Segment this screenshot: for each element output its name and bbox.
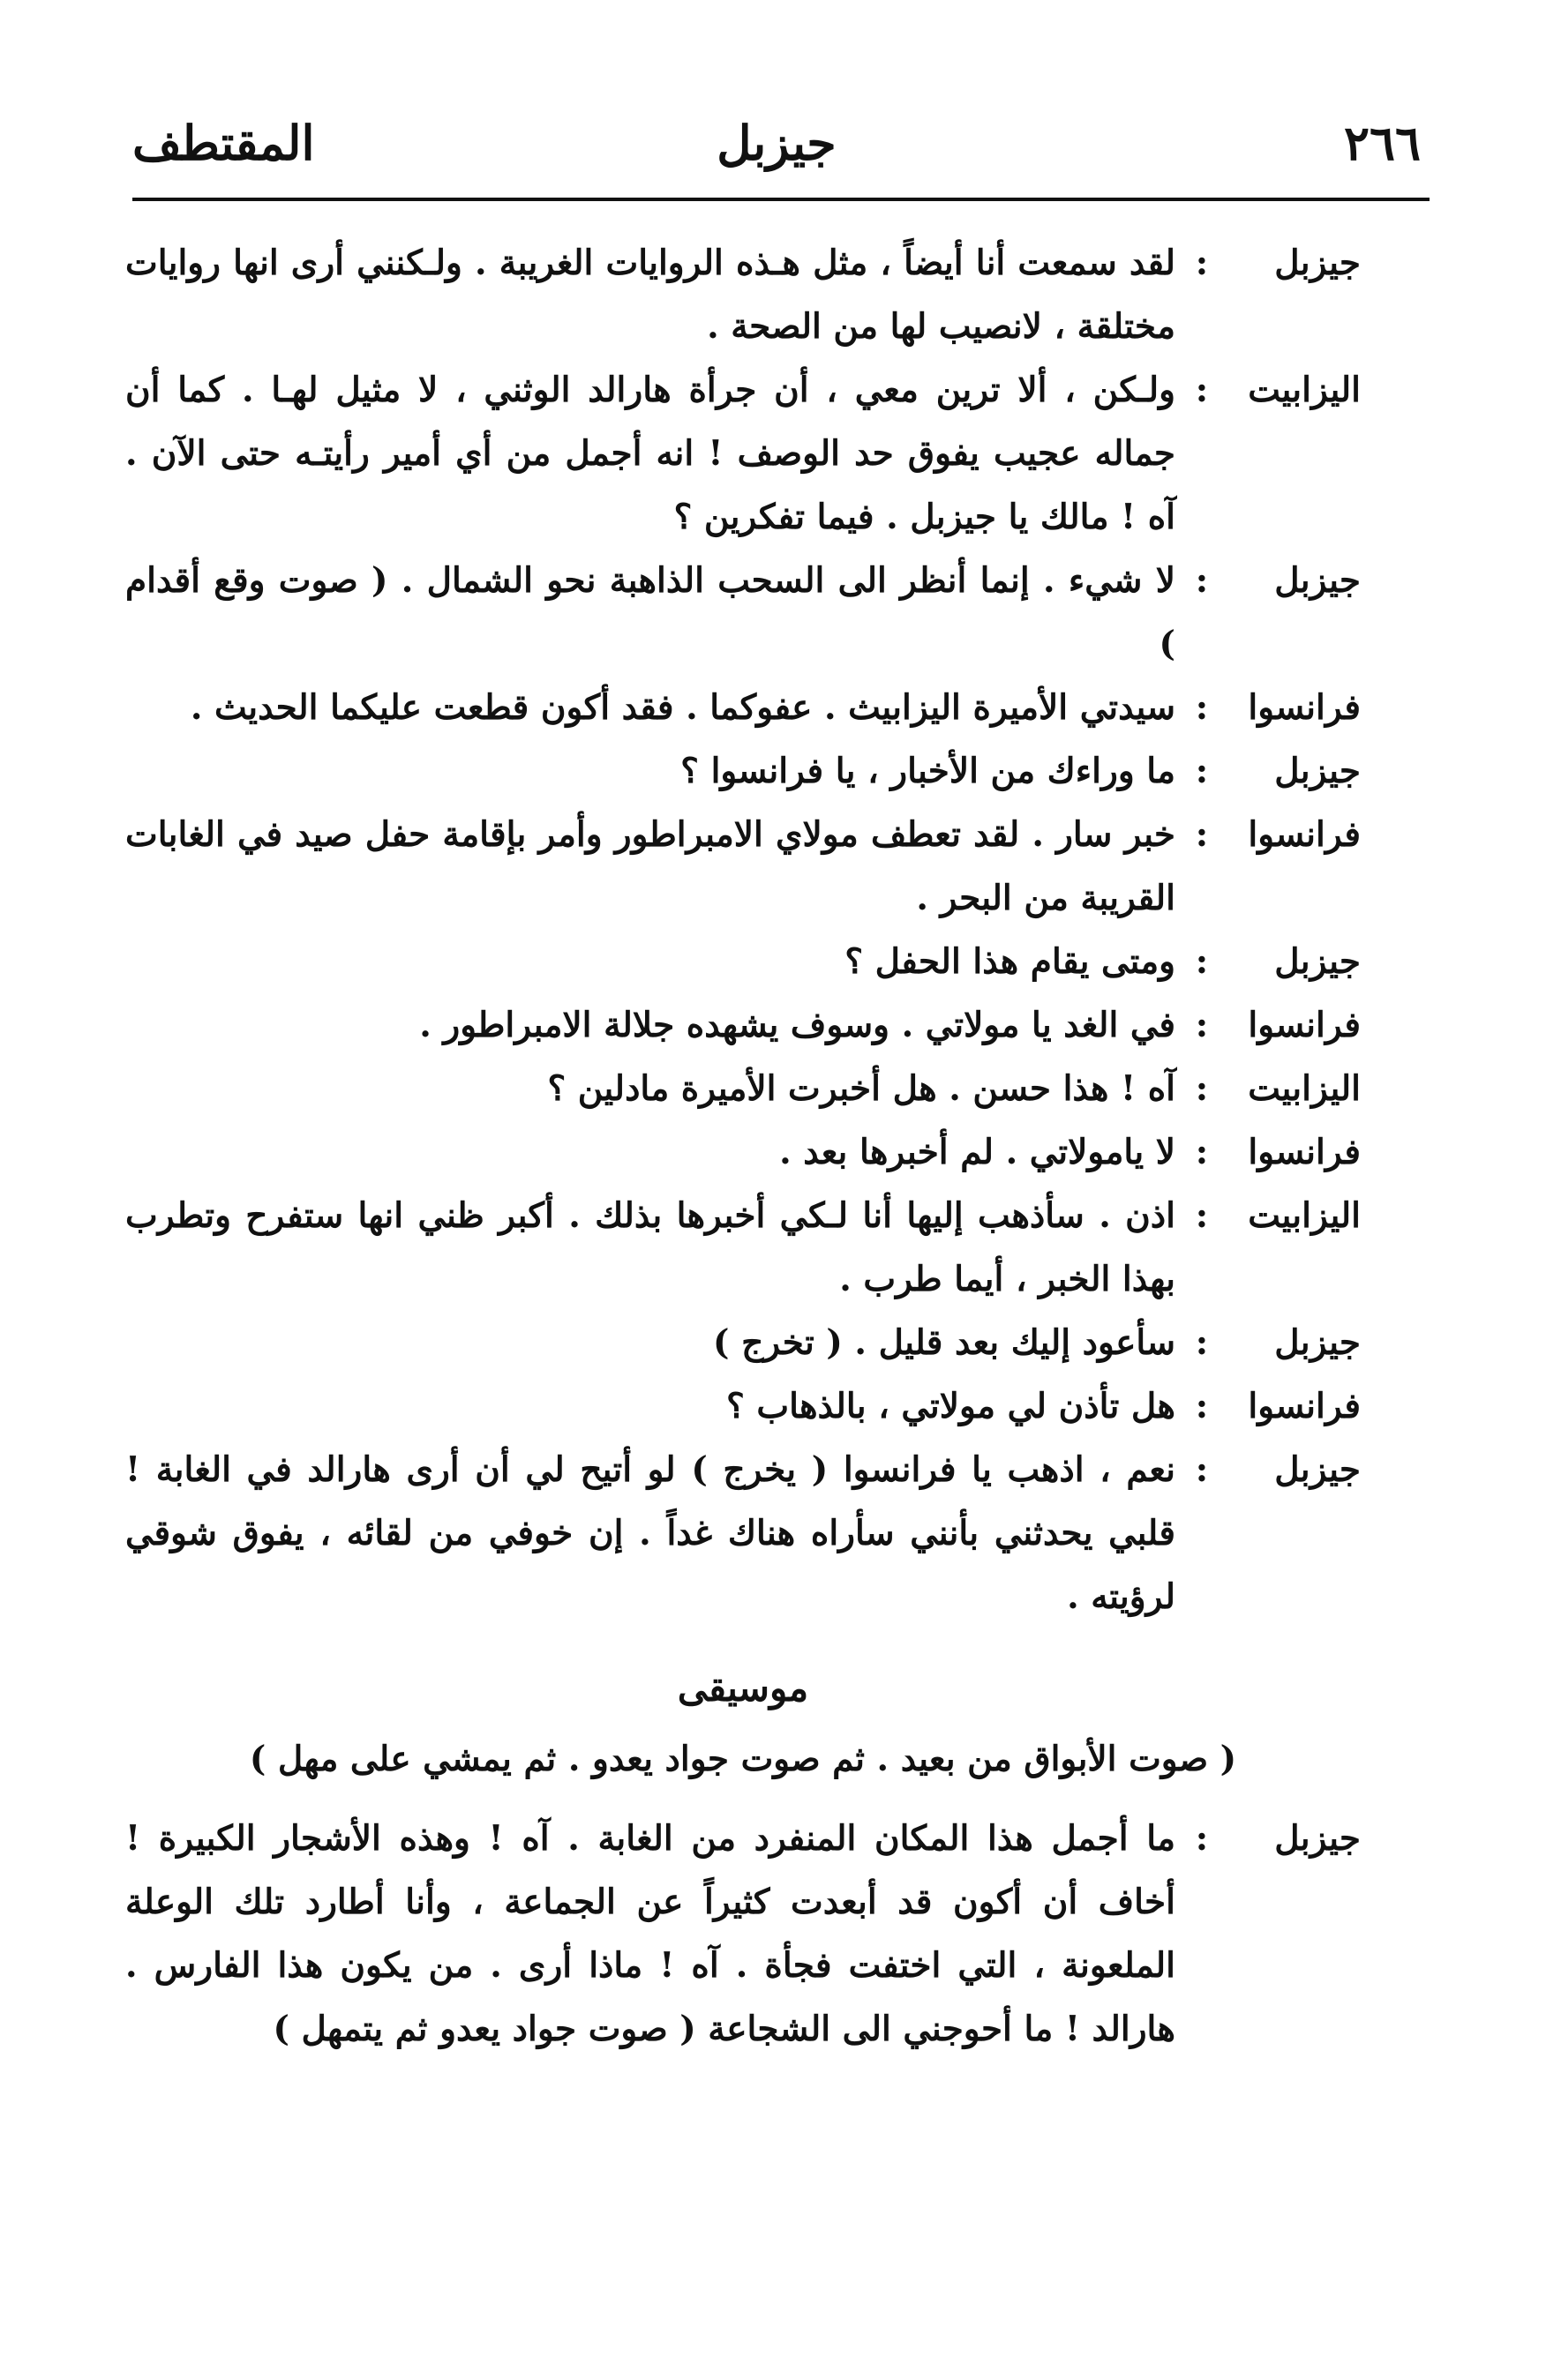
dialogue-part-2	[125, 1807, 1361, 2061]
speech-text: في الغد يا مولاتي . وسوف يشهده جلالة الامبراطور .	[419, 1005, 1175, 1045]
dialogue-entry	[125, 1120, 1361, 1184]
speaker-name: جيزبل	[1274, 1449, 1361, 1490]
dialogue-entry	[125, 1374, 1361, 1438]
speaker-name: فرانسوا	[1248, 1132, 1361, 1172]
speaker-name: اليزابيت	[1248, 1068, 1361, 1109]
speech-text: سأعود إليك بعد قليل . ( تخرج )	[713, 1322, 1175, 1363]
speech-text: ما أجمل هذا المكان المنفرد من الغابة . آه ! وهذه الأشجار الكبيرة ! أخاف أن أكون قد أبعدت كثيراً عن الجماعة ، وأنا أطارد تلك الوعلة الملعونة ، التي اختفت فجأة . آه ! ماذا أرى . من يكون هذا الفارس . هارالد ! ما أحوجني الى الشجاعة ( صوت جواد يعدو ثم يتمهل )	[125, 1818, 1175, 2049]
speaker-separator: :	[1195, 814, 1209, 855]
speaker-separator: :	[1195, 1005, 1209, 1045]
speech-text: لا شيء . إنما أنظر الى السحب الذاهبة نحو الشمال . ( صوت وقع أقدام )	[125, 560, 1175, 664]
dialogue-entry	[125, 358, 1361, 549]
speaker-name: جيزبل	[1274, 243, 1361, 283]
speaker-separator: :	[1195, 243, 1209, 283]
running-title: جيزبل	[717, 115, 837, 171]
dialogue-entry	[125, 993, 1361, 1057]
speaker-separator: :	[1195, 941, 1209, 982]
speaker-name: اليزابيت	[1248, 370, 1361, 410]
speaker-separator: :	[1195, 1068, 1209, 1109]
speaker-separator: :	[1195, 1386, 1209, 1426]
dialogue-entry	[125, 231, 1361, 358]
speaker-separator: :	[1195, 1322, 1209, 1363]
header-rule	[132, 198, 1430, 201]
speaker-name: فرانسوا	[1248, 687, 1361, 728]
speaker-separator: :	[1195, 687, 1209, 728]
speaker-name: جيزبل	[1274, 1818, 1361, 1859]
dialogue-body	[125, 231, 1361, 2061]
speech-text: سيدتي الأميرة اليزابيث . عفوكما . فقد أكون قطعت عليكما الحديث .	[190, 687, 1175, 728]
speaker-separator: :	[1195, 1132, 1209, 1172]
speech-text: هل تأذن لي مولاتي ، بالذهاب ؟	[726, 1386, 1175, 1426]
speaker-name: جيزبل	[1274, 941, 1361, 982]
speaker-name: جيزبل	[1274, 751, 1361, 791]
dialogue-entry	[125, 739, 1361, 803]
dialogue-entry	[125, 1184, 1361, 1311]
speech-text: ومتى يقام هذا الحفل ؟	[844, 941, 1175, 982]
speech-text: لا يامولاتي . لم أخبرها بعد .	[779, 1132, 1175, 1172]
speech-text: نعم ، اذهب يا فرانسوا ( يخرج ) لو أتيح لي أن أرى هارالد في الغابة ! قلبي يحدثني بأنني سأراه هناك غداً . إن خوفي من لقائه ، يفوق شوقي لرؤيته .	[125, 1449, 1175, 1617]
speech-text: لقد سمعت أنا أيضاً ، مثل هـذه الروايات الغريبة . ولـكنني أرى انها روايات مختلقة ، لانصيب لها من الصحة .	[125, 243, 1175, 347]
dialogue-entry	[125, 1311, 1361, 1374]
speaker-name: جيزبل	[1274, 560, 1361, 601]
dialogue-entry	[125, 930, 1361, 993]
speaker-name: فرانسوا	[1248, 1386, 1361, 1426]
page-number: ٢٦٦	[1343, 115, 1421, 171]
dialogue-entry	[125, 1057, 1361, 1120]
dialogue-entry	[125, 549, 1361, 676]
speaker-name: فرانسوا	[1248, 814, 1361, 855]
speaker-separator: :	[1195, 560, 1209, 601]
speaker-name: فرانسوا	[1248, 1005, 1361, 1045]
speaker-separator: :	[1195, 1195, 1209, 1236]
speaker-separator: :	[1195, 751, 1209, 791]
speaker-name: اليزابيت	[1248, 1195, 1361, 1236]
dialogue-part-1	[125, 231, 1361, 1628]
dialogue-entry	[125, 1438, 1361, 1628]
stage-direction: ( صوت الأبواق من بعيد . ثم صوت جواد يعدو . ثم يمشي على مهل )	[249, 1739, 1237, 1779]
speech-text: ما وراءك من الأخبار ، يا فرانسوا ؟	[680, 751, 1175, 791]
speech-text: اذن . سأذهب إليها أنا لـكي أخبرها بذلك . أكبر ظني انها ستفرح وتطرب بهذا الخبر ، أيما طرب .	[125, 1195, 1175, 1299]
speech-text: ولـكن ، ألا ترين معي ، أن جرأة هارالد الوثني ، لا مثيل لهـا . كما أن جماله عجيب يفوق حد الوصف ! انه أجمل من أي أمير رأيتـه حتى الآن . آه ! مالك يا جيزبل . فيما تفكرين ؟	[125, 370, 1175, 537]
dialogue-entry	[125, 1807, 1361, 2061]
speech-text: خبر سار . لقد تعطف مولاي الامبراطور وأمر بإقامة حفل صيد في الغابات القريبة من البحر .	[125, 814, 1175, 918]
page-header	[132, 106, 1421, 176]
speaker-separator: :	[1195, 1449, 1209, 1490]
dialogue-entry	[125, 676, 1361, 739]
journal-name: المقتطف	[132, 115, 315, 171]
speaker-separator: :	[1195, 1818, 1209, 1859]
section-title: موسيقى	[677, 1666, 809, 1710]
speaker-separator: :	[1195, 370, 1209, 410]
speech-text: آه ! هذا حسن . هل أخبرت الأميرة مادلين ؟	[547, 1068, 1175, 1109]
speaker-name: جيزبل	[1274, 1322, 1361, 1363]
dialogue-entry	[125, 803, 1361, 930]
